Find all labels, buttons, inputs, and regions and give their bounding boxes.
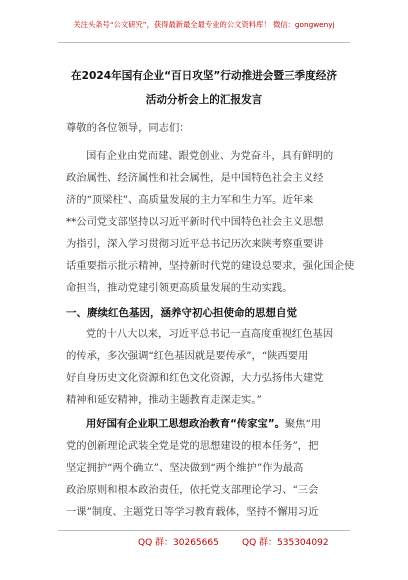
paragraph-line: 好自身历史文化资源和红色文化资源，大力弘扬伟大建党 [66,372,324,384]
section-heading: 一、赓续红色基因，涵养守初心担使命的思想自觉 [66,307,297,319]
paragraph-line: 一课”制度、主题党日等学习教育载体，坚持不懈用习近 [66,506,319,518]
intro-line: 为指引，深入学习贯彻习近平总书记历次来陕考察重要讲 [66,238,324,250]
intro-line: 国有企业由党而建、跟党创业、为党奋斗，具有鲜明的 [86,150,334,162]
header-divider [58,42,350,43]
salutation: 尊敬的各位领导，同志们： [66,122,190,134]
intro-line: 政治属性、经济属性和社会属性，是中国特色社会主义经 [66,172,324,184]
document-title-line-2: 活动分析会上的汇报发言 [145,94,263,106]
bold-lead-text: 用好国有企业职工思想政治教育“传家宝”。 [86,418,285,430]
intro-line: **公司党支部坚持以习近平新时代中国特色社会主义思想 [66,216,324,228]
paragraph-line: 党的创新理论武装全党是党的思想建设的根本任务”，把 [66,440,319,452]
qq-group-1: QQ 群：30265665 [138,538,219,548]
paragraph-line: 党的十八大以来，习近平总书记一直高度重视红色基因 [86,328,334,340]
paragraph-line: 坚定拥护“两个确立”、坚决做到“两个维护”作为最高 [66,462,304,474]
section-paragraph-1 [66,323,356,411]
paragraph-line: 精神和延安精神，推动主题教育走深走实。” [66,394,262,406]
intro-line: 命担当，推动党建引领更高质量发展的生动实践。 [66,282,293,294]
lead-line-text: 聚焦“用 [284,418,322,430]
paragraph-line [66,413,356,435]
qq-group-2: QQ 群：535304092 [242,538,329,548]
paragraph-line: 政治原则和根本政治责任，依托党支部理论学习、“三会 [66,484,319,496]
intro-paragraph [66,145,356,299]
document-title-line-1: 在2024年国有企业“百日攻坚”行动推进会暨三季度经济 [71,70,337,82]
intro-line: 话重要指示批示精神，坚持新时代党的建设总要求，强化国企使 [66,260,355,272]
promo-banner: 关注头条号“公文研究”，获得最新最全最专业的公文资料库！ 微信：gongwenyj [73,20,335,29]
section-paragraph-2 [66,413,356,523]
paragraph-line: 的传承，多次强调“红色基因就是要传承”，“陕西要用 [66,350,309,362]
intro-line: 济的“顶梁柱”、高质量发展的主力军和生力军。近年来 [66,194,314,206]
footer-divider [58,530,350,531]
